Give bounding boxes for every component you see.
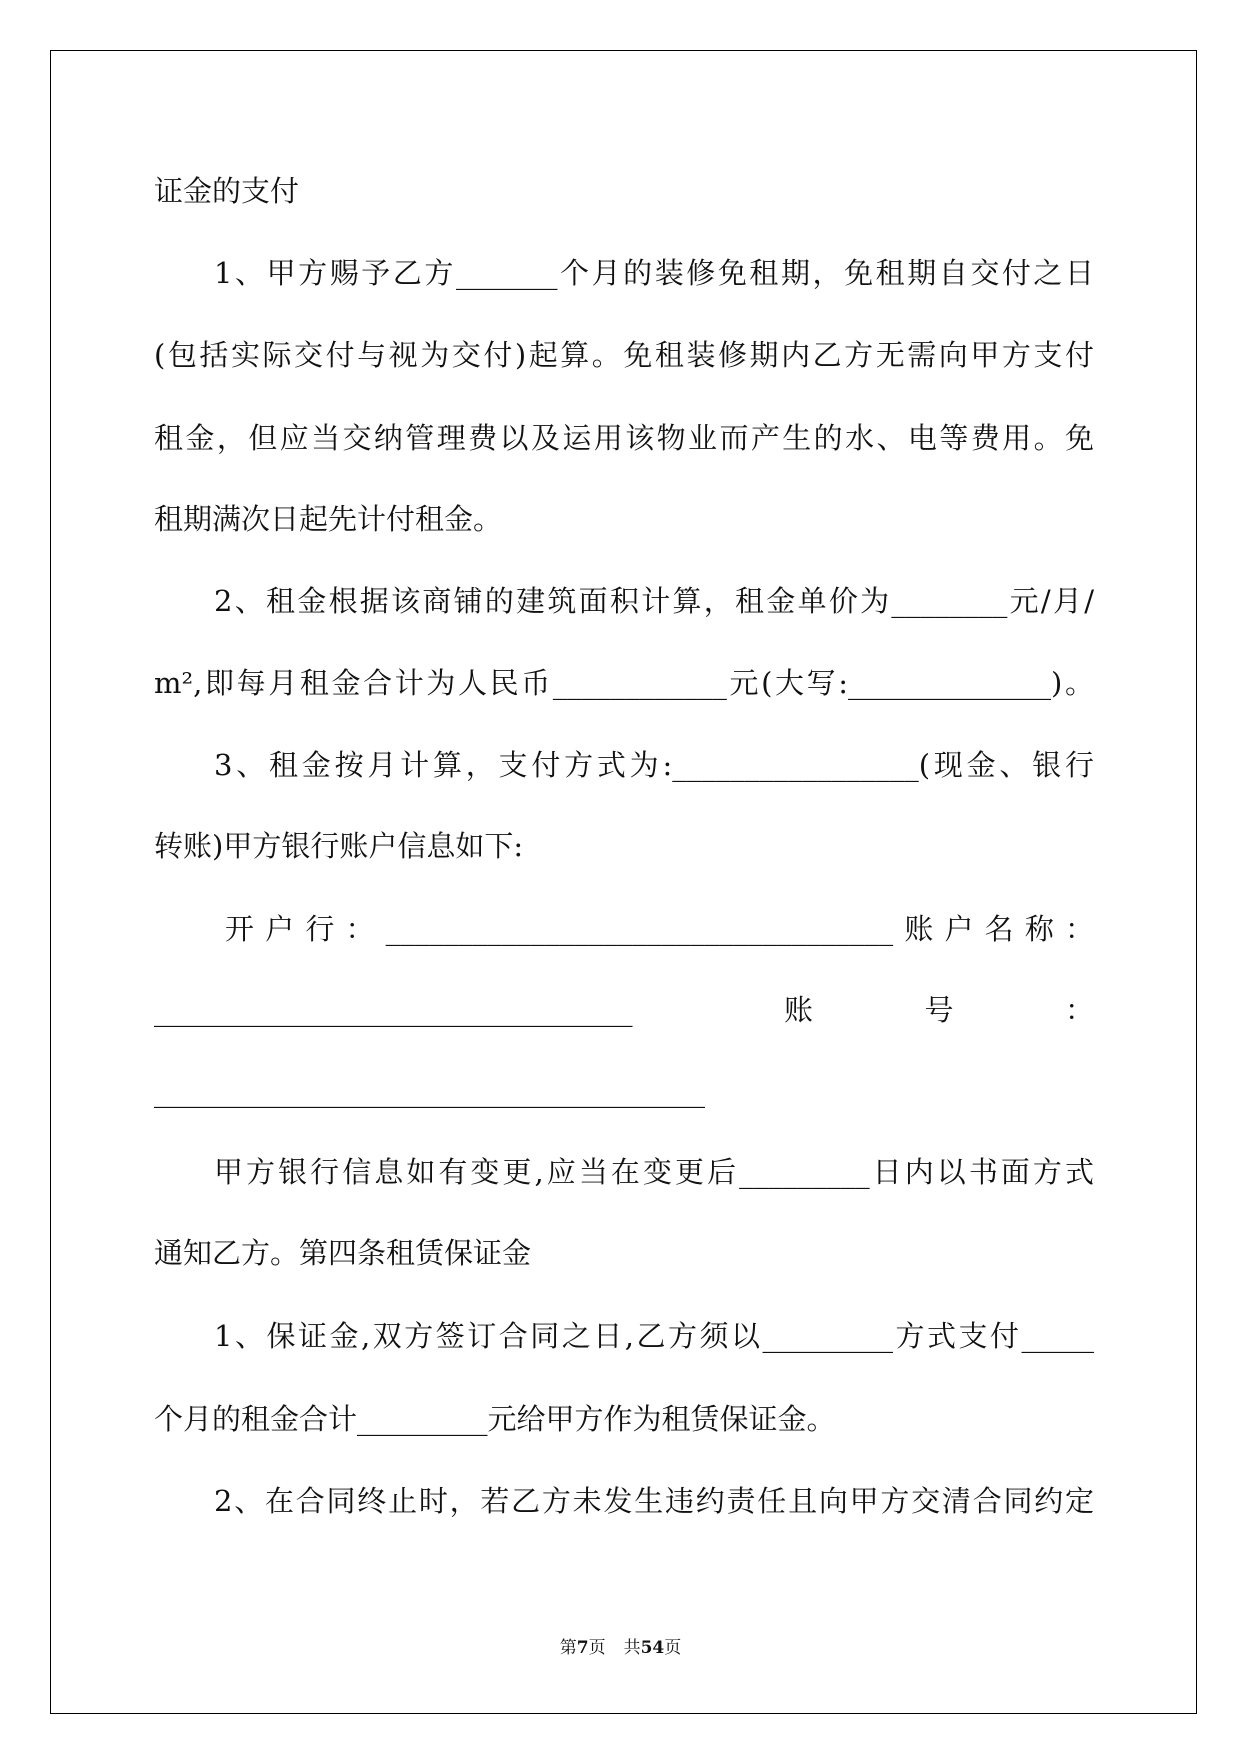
text-line: 租金，但应当交纳管理费以及运用该物业而产生的水、电等费用。免 [154, 421, 1094, 455]
text-line: 证金的支付 [154, 174, 300, 208]
text-line: 甲方银行信息如有变更,应当在变更后_________日内以书面方式 [214, 1155, 1094, 1189]
total-suffix: 页 [664, 1638, 682, 1658]
text-line: m²,即每月租金合计为人民币____________元(大写:______________)。 [154, 666, 1094, 700]
text-line: 1、保证金,双方签订合同之日,乙方须以_________方式支付_____ [214, 1319, 1094, 1353]
text-line: 个月的租金合计_________元给甲方作为租赁保证金。 [154, 1402, 836, 1436]
account-name-blank: _________________________________ [154, 993, 633, 1027]
page-number: 7 [576, 1638, 589, 1658]
text-line: 2、在合同终止时，若乙方未发生违约责任且向甲方交清合同约定 [214, 1484, 1094, 1518]
bank-name-row: 开户行：___________________________________账户名称： [225, 912, 1094, 946]
total-pages: 54 [640, 1638, 665, 1658]
page-border [50, 50, 1197, 1714]
text-line: (包括实际交付与视为交付)起算。免租装修期内乙方无需向甲方支付 [154, 338, 1094, 372]
text-line: 通知乙方。第四条租赁保证金 [154, 1236, 532, 1270]
text-line: 2、租金根据该商铺的建筑面积计算，租金单价为________元/月/ [214, 584, 1094, 618]
page-suffix: 页 [588, 1638, 606, 1658]
account-number-label: 账号： [784, 993, 1094, 1027]
account-number-row [154, 992, 1094, 1028]
text-line: 3、租金按月计算，支付方式为:_________________(现金、银行 [214, 748, 1094, 782]
account-number-blank: ______________________________________ [154, 1074, 705, 1108]
total-prefix: 共 [623, 1638, 641, 1658]
page-footer [0, 1636, 1241, 1660]
text-line: 转账)甲方银行账户信息如下: [154, 829, 524, 863]
text-line: 租期满次日起先计付租金。 [154, 502, 503, 536]
text-line: 1、甲方赐予乙方_______个月的装修免租期，免租期自交付之日 [214, 256, 1094, 290]
page-prefix: 第 [559, 1638, 577, 1658]
